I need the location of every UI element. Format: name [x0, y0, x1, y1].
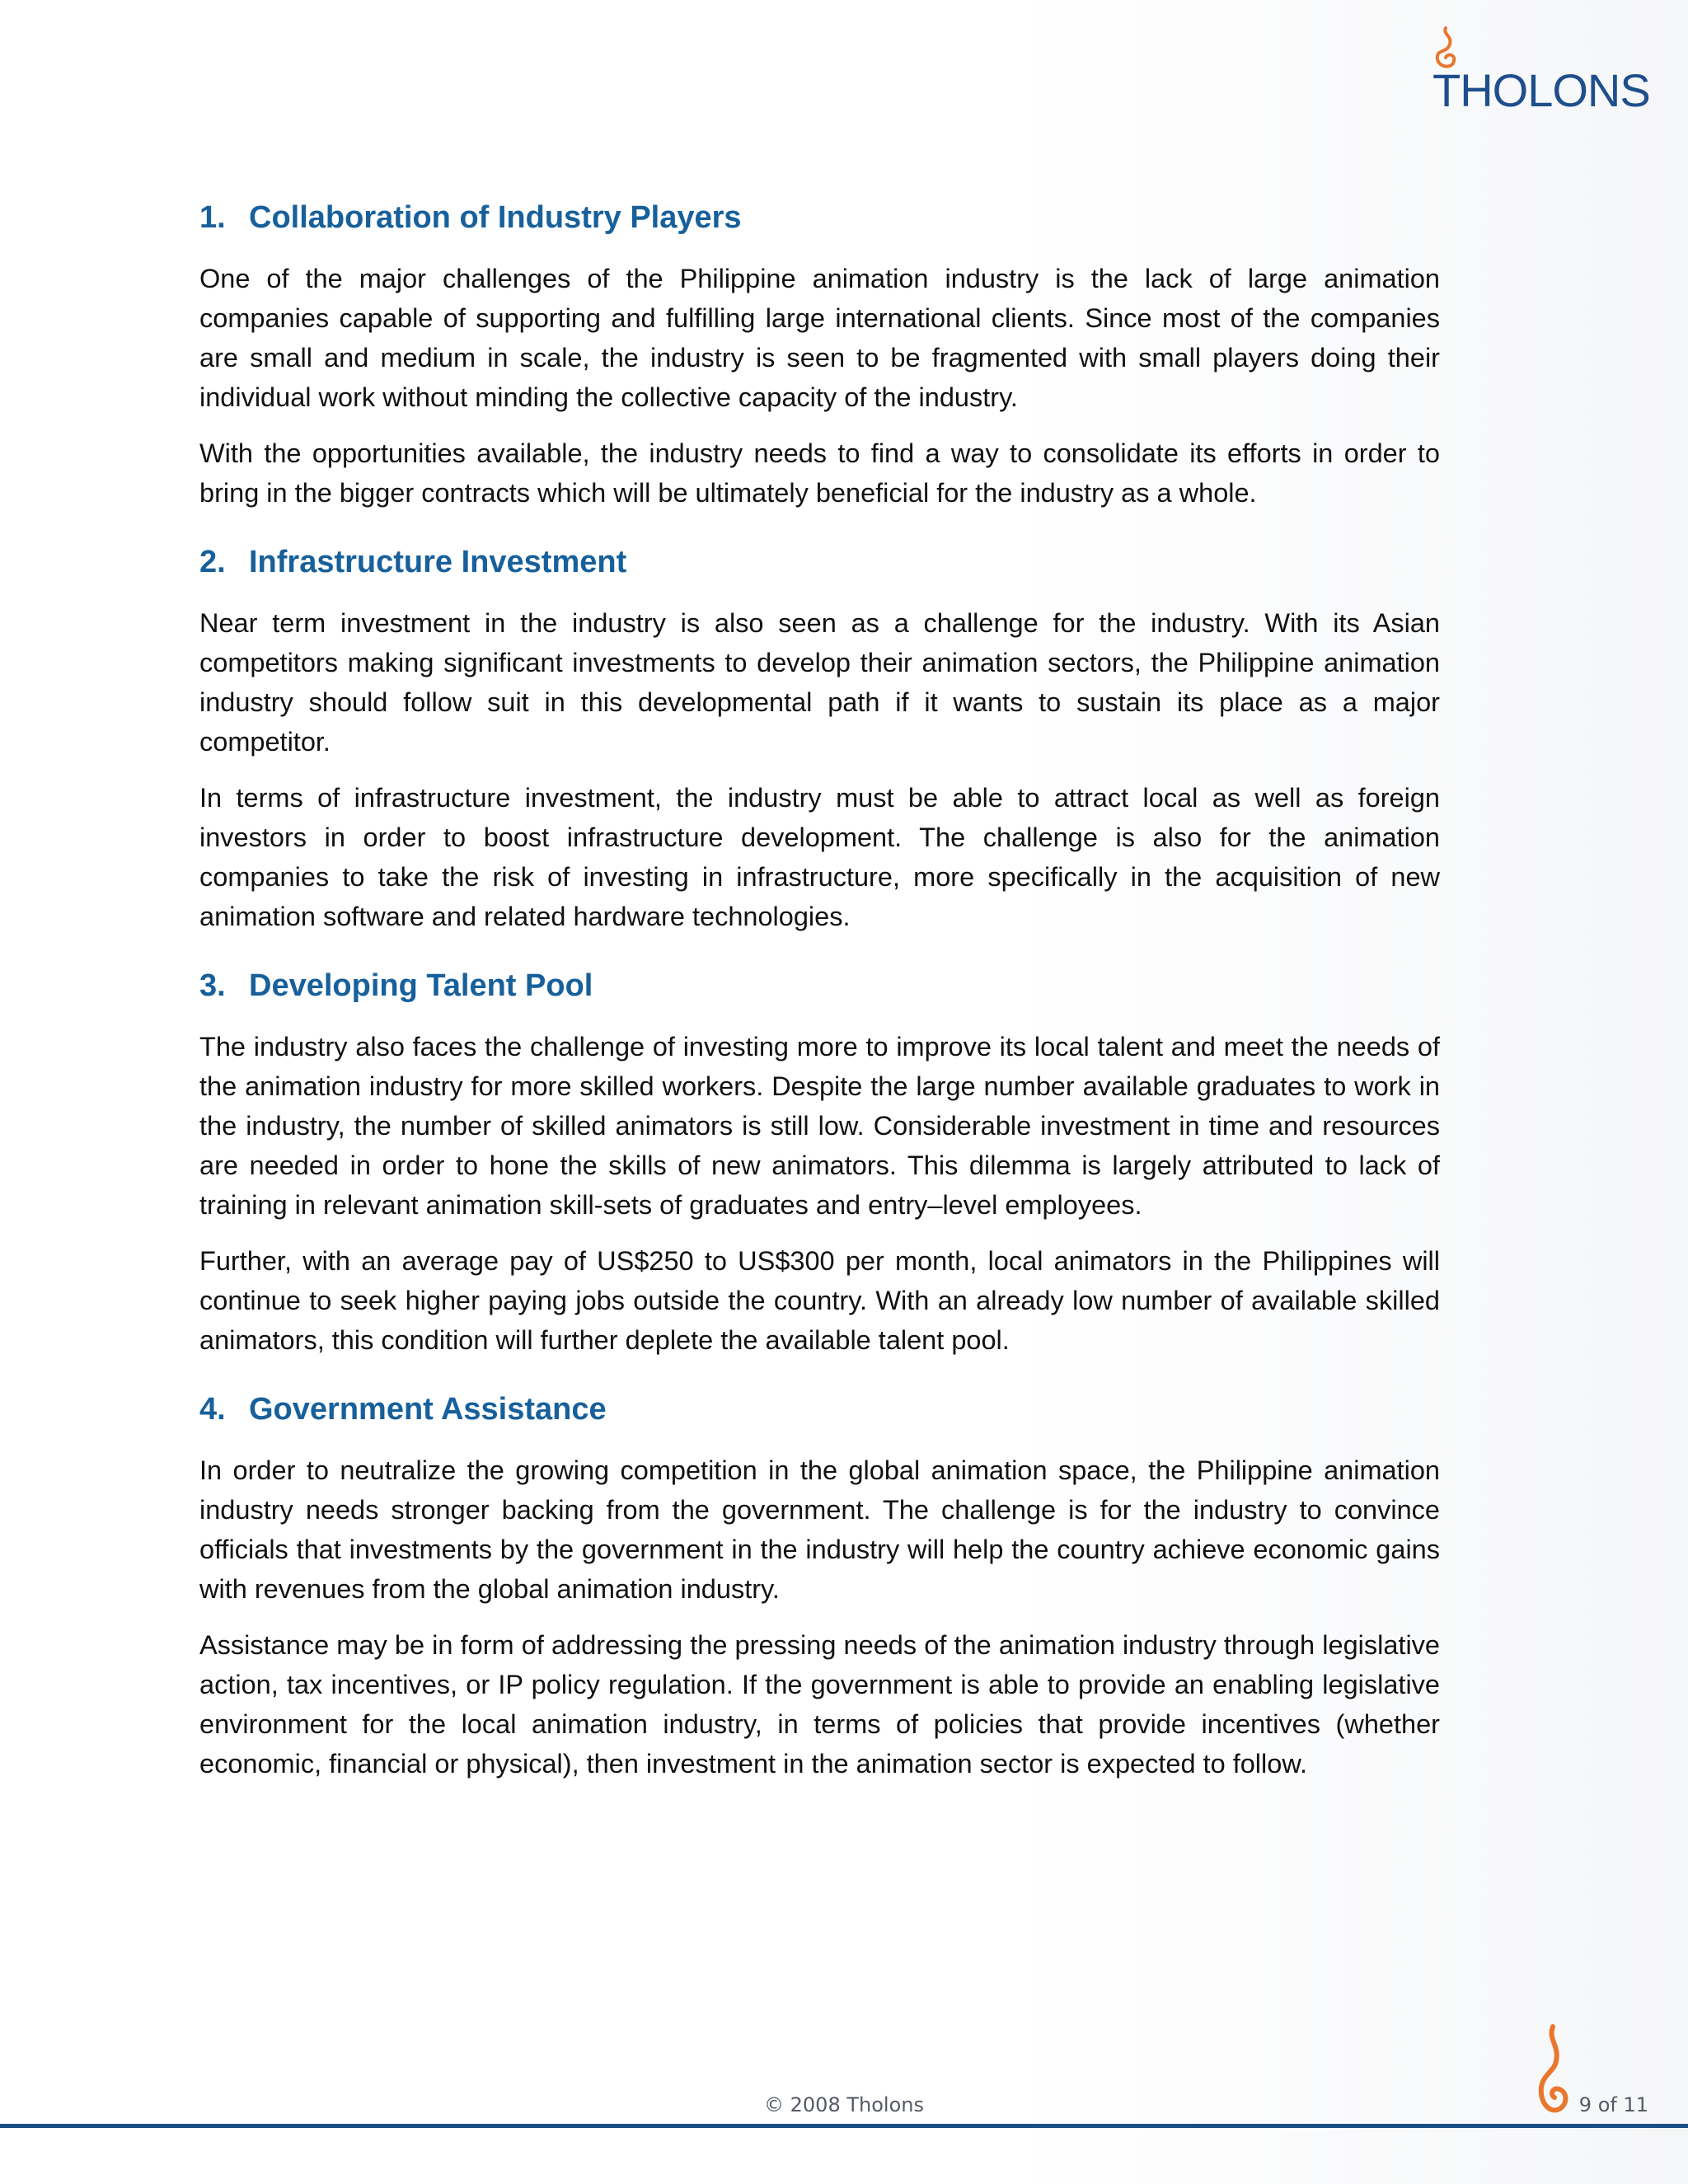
- section-heading: [199, 539, 1440, 585]
- section-collaboration: [199, 194, 1440, 513]
- paragraph: One of the major challenges of the Philippine animation industry is the lack of large animation companies capable of supporting and fulfilling large international clients. Since most of the companies are small and medium in scale, the industry is seen to be fragmented with small players doing their individual work without minding the collective capacity of the industry.: [199, 264, 1440, 412]
- document-body: [199, 194, 1440, 1810]
- section-title: Infrastructure Investment: [249, 545, 627, 579]
- page-number: 9 of 11: [1578, 2093, 1648, 2116]
- section-title: Developing Talent Pool: [249, 968, 593, 1003]
- section-title: Government Assistance: [249, 1392, 607, 1427]
- paragraph: Assistance may be in form of addressing the pressing needs of the animation industry through legislative action, tax incentives, or IP policy regulation. If the government is able to provide an enabling legislative environment for the local animation industry, in terms of policies that provide incentives (whether economic, financial or physical), then investment in the animation sector is expected to follow.: [199, 1630, 1440, 1779]
- paragraph: The industry also faces the challenge of investing more to improve its local talent and meet the needs of the animation industry for more skilled workers. Despite the large number available graduates to work in the industry, the number of skilled animators is still low. Considerable investment in time and resources are needed in order to hone the skills of new animators. This dilemma is largely attributed to lack of training in relevant animation skill-sets of graduates and entry–level employees.: [199, 1032, 1440, 1220]
- section-number: 2.: [199, 545, 226, 579]
- footer-rule: [0, 2124, 1688, 2128]
- tholons-logo: [1421, 25, 1650, 116]
- paragraph: With the opportunities available, the industry needs to find a way to consolidate its efforts in order to bring in the bigger contracts which will be ultimately beneficial for the industry as a whole.: [199, 438, 1440, 508]
- section-heading: [199, 194, 1440, 241]
- section-government: [199, 1386, 1440, 1783]
- section-number: 4.: [199, 1392, 226, 1427]
- paragraph: Further, with an average pay of US$250 to US$300 per month, local animators in the Philippines will continue to seek higher paying jobs outside the country. With an already low number of available skilled animators, this condition will further deplete the available talent pool.: [199, 1246, 1440, 1355]
- section-heading: [199, 1386, 1440, 1432]
- paragraph: In terms of infrastructure investment, the industry must be able to attract local as well as foreign investors in order to boost infrastructure development. The challenge is also for the animation companies to take the risk of investing in infrastructure, more specifically in the acquisition of new animation software and related hardware technologies.: [199, 783, 1440, 931]
- section-number: 1.: [199, 200, 226, 235]
- footer-copyright: © 2008 Tholons: [764, 2093, 924, 2116]
- paragraph: In order to neutralize the growing competition in the global animation space, the Philippine animation industry needs stronger backing from the government. The challenge is for the industry to convince officials that investments by the government in the industry will help the country achieve economic gains with revenues from the global animation industry.: [199, 1455, 1440, 1604]
- section-heading: [199, 963, 1440, 1009]
- section-number: 3.: [199, 968, 226, 1003]
- section-title: Collaboration of Industry Players: [249, 200, 742, 235]
- section-infrastructure: [199, 539, 1440, 936]
- paragraph: Near term investment in the industry is also seen as a challenge for the industry. With its Asian competitors making significant investments to develop their animation sectors, the Philippine animation industry should follow suit in this developmental path if it wants to sustain its place as a major competitor.: [199, 608, 1440, 757]
- section-talent-pool: [199, 963, 1440, 1360]
- logo-wordmark: THOLONS: [1432, 64, 1650, 116]
